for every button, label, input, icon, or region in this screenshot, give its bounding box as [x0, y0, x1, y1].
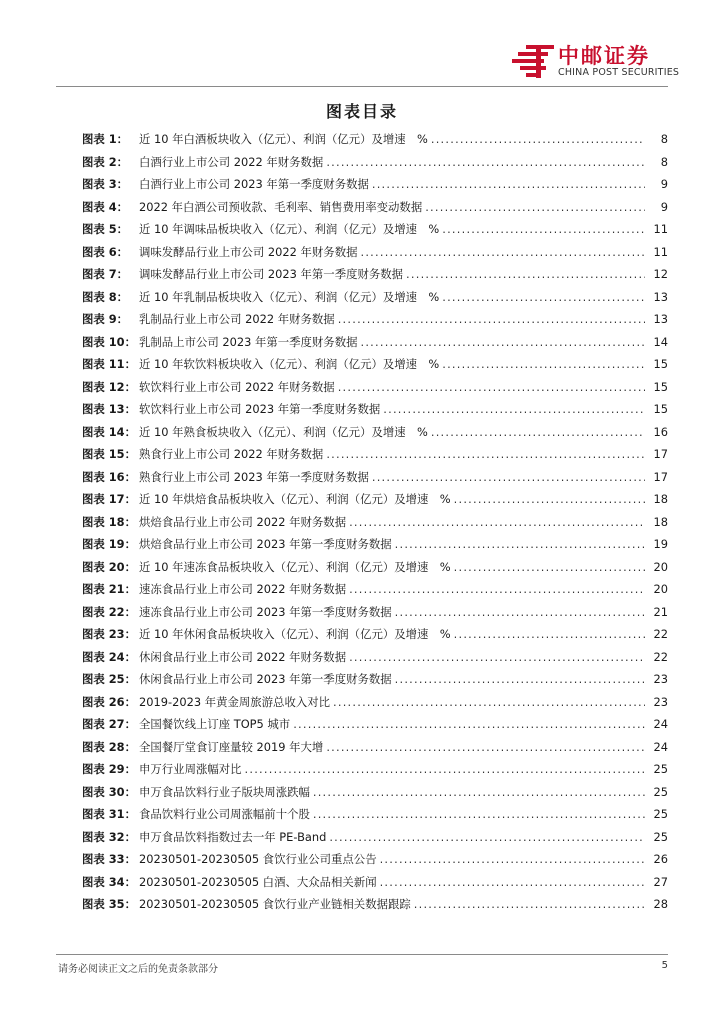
toc-entry-page[interactable]: 25: [653, 829, 668, 844]
china-post-logo-icon: [512, 44, 556, 78]
toc-entry-label: 图表 21：: [82, 582, 136, 597]
toc-entry-title[interactable]: 调味发酵品行业上市公司 2022 年财务数据: [139, 244, 358, 259]
toc-entry-label: 图表 8：: [82, 289, 129, 304]
toc-entry-title[interactable]: 食品饮料行业公司周涨幅前十个股: [139, 807, 310, 822]
toc-leader-dots: [338, 380, 645, 394]
toc-entry-page[interactable]: 14: [653, 334, 668, 349]
toc-leader-dots: [349, 515, 645, 529]
toc-entry-page[interactable]: 23: [653, 672, 668, 687]
toc-leader-dots: [395, 605, 645, 619]
toc-entry-label: 图表 9：: [82, 312, 129, 327]
toc-entry[interactable]: [82, 736, 668, 759]
toc-leader-dots: [454, 627, 645, 641]
toc-entry[interactable]: [82, 893, 668, 916]
toc-leader-dots: [313, 785, 645, 799]
toc-entry-label: 图表 15：: [82, 447, 136, 462]
toc-leader-dots: [414, 897, 645, 911]
toc-entry-page[interactable]: 18: [653, 514, 668, 529]
toc-entry-page[interactable]: 11: [653, 222, 668, 237]
toc-leader-dots: [380, 852, 645, 866]
toc-entry[interactable]: [82, 286, 668, 309]
toc-entry-page[interactable]: 20: [653, 559, 668, 574]
toc-entry-page[interactable]: 16: [653, 424, 668, 439]
toc-entry-title[interactable]: 速冻食品行业上市公司 2022 年财务数据: [139, 582, 347, 597]
toc-entry-label: 图表 35：: [82, 897, 136, 912]
toc-entry-page[interactable]: 17: [653, 447, 668, 462]
toc-entry-label: 图表 4：: [82, 199, 129, 214]
toc-entry[interactable]: [82, 263, 668, 286]
toc-entry-page[interactable]: 28: [653, 897, 668, 912]
toc-entry-title[interactable]: 近 10 年熟食板块收入（亿元）、利润（亿元）及增速 %: [139, 424, 428, 439]
toc-leader-dots: [349, 650, 645, 664]
toc-leader-dots: [326, 155, 645, 169]
toc-leader-dots: [329, 830, 645, 844]
toc-leader-dots: [425, 200, 645, 214]
toc-entry-title[interactable]: 白酒行业上市公司 2023 年第一季度财务数据: [139, 177, 369, 192]
toc-entry-page[interactable]: 24: [653, 739, 668, 754]
toc-entry[interactable]: [82, 826, 668, 849]
toc-entry-label: 图表 2：: [82, 154, 129, 169]
toc-entry-title[interactable]: 申万食品饮料行业子版块周涨跌幅: [139, 784, 310, 799]
toc-entry-label: 图表 24：: [82, 649, 136, 664]
toc-entry-title[interactable]: 软饮料行业上市公司 2022 年财务数据: [139, 379, 335, 394]
toc-leader-dots: [406, 267, 645, 281]
toc-entry[interactable]: [82, 241, 668, 264]
toc-entry[interactable]: [82, 556, 668, 579]
toc-leader-dots: [360, 245, 645, 259]
footer-divider: [56, 954, 668, 955]
toc-entry-page[interactable]: 15: [653, 379, 668, 394]
toc-entry[interactable]: [82, 488, 668, 511]
toc-entry-page[interactable]: 27: [653, 874, 668, 889]
toc-entry[interactable]: [82, 173, 668, 196]
toc-entry-label: 图表 14：: [82, 424, 136, 439]
toc-leader-dots: [293, 717, 645, 731]
toc-entry-title[interactable]: 全国餐饮线上订座 TOP5 城市: [139, 717, 291, 732]
toc-entry-page[interactable]: 13: [653, 312, 668, 327]
toc-leader-dots: [372, 470, 645, 484]
toc-entry-title[interactable]: 近 10 年白酒板块收入（亿元）、利润（亿元）及增速 %: [139, 132, 428, 147]
toc-entry-label: 图表 25：: [82, 672, 136, 687]
toc-entry-page[interactable]: 22: [653, 649, 668, 664]
toc-leader-dots: [431, 425, 645, 439]
toc-leader-dots: [326, 447, 645, 461]
toc-entry-page[interactable]: 13: [653, 289, 668, 304]
toc-entry-page[interactable]: 23: [653, 694, 668, 709]
toc-leader-dots: [395, 672, 645, 686]
toc-entry[interactable]: [82, 713, 668, 736]
toc-leader-dots: [360, 335, 645, 349]
toc-entry[interactable]: [82, 331, 668, 354]
toc-entry-label: 图表 23：: [82, 627, 136, 642]
toc-entry[interactable]: [82, 601, 668, 624]
toc-title: 图表目录: [325, 102, 398, 121]
footer-disclaimer: 请务必阅读正文之后的免责条款部分: [58, 964, 218, 975]
toc-entry-title[interactable]: 休闲食品行业上市公司 2022 年财务数据: [139, 649, 347, 664]
toc-entry[interactable]: [82, 803, 668, 826]
toc-entry-page[interactable]: 8: [660, 132, 668, 147]
toc-entry-page[interactable]: 20: [653, 582, 668, 597]
toc-entry-label: 图表 30：: [82, 784, 136, 799]
toc-entry-title[interactable]: 近 10 年速冻食品板块收入（亿元）、利润（亿元）及增速 %: [139, 559, 451, 574]
toc-entry[interactable]: [82, 218, 668, 241]
toc-entry-title[interactable]: 近 10 年调味品板块收入（亿元）、利润（亿元）及增速 %: [139, 222, 440, 237]
toc-entry-title[interactable]: 20230501-20230505 食饮行业产业链相关数据跟踪: [139, 897, 411, 912]
toc-leader-dots: [349, 582, 645, 596]
toc-entry[interactable]: [82, 646, 668, 669]
toc-entry[interactable]: [82, 151, 668, 174]
toc-entry-title[interactable]: 速冻食品行业上市公司 2023 年第一季度财务数据: [139, 604, 392, 619]
page-header: [0, 0, 724, 90]
toc-entry-title[interactable]: 2022 年白酒公司预收款、毛利率、销售费用率变动数据: [139, 199, 423, 214]
toc-entry-label: 图表 3：: [82, 177, 129, 192]
toc-entry-title[interactable]: 熟食行业上市公司 2022 年财务数据: [139, 447, 324, 462]
toc-entry-label: 图表 5：: [82, 222, 129, 237]
toc-entry-title[interactable]: 白酒行业上市公司 2022 年财务数据: [139, 154, 324, 169]
page-number: 5: [661, 960, 668, 971]
toc-entry-label: 图表 1：: [82, 132, 129, 147]
toc-leader-dots: [372, 177, 645, 191]
toc-leader-dots: [383, 402, 645, 416]
toc-entry-title[interactable]: 近 10 年烘焙食品板块收入（亿元）、利润（亿元）及增速 %: [139, 492, 451, 507]
toc-leader-dots: [442, 357, 645, 371]
toc-entry[interactable]: [82, 421, 668, 444]
toc-entry-label: 图表 28：: [82, 739, 136, 754]
toc-entry-page[interactable]: 21: [653, 604, 668, 619]
toc-entry-title[interactable]: 申万食品饮料指数过去一年 PE-Band: [139, 829, 327, 844]
toc-entry-title[interactable]: 2019-2023 年黄金周旅游总收入对比: [139, 694, 331, 709]
toc-entry[interactable]: [82, 758, 668, 781]
toc-entry[interactable]: [82, 578, 668, 601]
toc-entry[interactable]: [82, 511, 668, 534]
toc-leader-dots: [313, 807, 645, 821]
toc-entry-title[interactable]: 烘焙食品行业上市公司 2022 年财务数据: [139, 514, 347, 529]
toc-entry[interactable]: [82, 128, 668, 151]
toc-entry-title[interactable]: 全国餐厅堂食订座量较 2019 年大增: [139, 739, 324, 754]
toc-leader-dots: [245, 762, 645, 776]
toc-leader-dots: [338, 312, 645, 326]
toc-entry-page[interactable]: 26: [653, 852, 668, 867]
toc-entry-label: 图表 17：: [82, 492, 136, 507]
toc-entry-page[interactable]: 17: [653, 469, 668, 484]
toc-entry-label: 图表 19：: [82, 537, 136, 552]
toc-entry-page[interactable]: 25: [653, 762, 668, 777]
toc-entry-title[interactable]: 申万行业周涨幅对比: [139, 762, 242, 777]
toc-entry-page[interactable]: 19: [653, 537, 668, 552]
toc-entry[interactable]: [82, 398, 668, 421]
toc-entry-title[interactable]: 软饮料行业上市公司 2023 年第一季度财务数据: [139, 402, 381, 417]
toc-entry-page[interactable]: 11: [653, 244, 668, 259]
toc-entry-label: 图表 26：: [82, 694, 136, 709]
toc-entry-label: 图表 13：: [82, 402, 136, 417]
toc-entry-page[interactable]: 15: [653, 357, 668, 372]
toc-entry-label: 图表 16：: [82, 469, 136, 484]
toc-entry-label: 图表 31：: [82, 807, 136, 822]
toc-entry[interactable]: [82, 308, 668, 331]
toc-entry-label: 图表 22：: [82, 604, 136, 619]
toc-entry-label: 图表 32：: [82, 829, 136, 844]
toc-entry-page[interactable]: 9: [660, 199, 668, 214]
toc-entry[interactable]: [82, 848, 668, 871]
toc-entry-title[interactable]: 乳制品上市公司 2023 年第一季度财务数据: [139, 334, 358, 349]
toc-entry[interactable]: [82, 668, 668, 691]
toc-leader-dots: [431, 132, 645, 146]
toc-entry-label: 图表 12：: [82, 379, 136, 394]
toc-leader-dots: [442, 222, 645, 236]
brand-name-cn: 中邮证券: [558, 44, 650, 68]
toc-entry-title[interactable]: 休闲食品行业上市公司 2023 年第一季度财务数据: [139, 672, 392, 687]
toc-entry-title[interactable]: 20230501-20230505 食饮行业公司重点公告: [139, 852, 377, 867]
toc-entry-page[interactable]: 25: [653, 784, 668, 799]
toc-entry-label: 图表 10：: [82, 334, 136, 349]
toc-entry-label: 图表 20：: [82, 559, 136, 574]
toc-entry-title[interactable]: 乳制品行业上市公司 2022 年财务数据: [139, 312, 335, 327]
toc-entry-page[interactable]: 18: [653, 492, 668, 507]
toc-entry-label: 图表 34：: [82, 874, 136, 889]
toc-entry-label: 图表 33：: [82, 852, 136, 867]
toc-leader-dots: [326, 740, 645, 754]
toc-entry[interactable]: [82, 353, 668, 376]
toc-entry[interactable]: [82, 196, 668, 219]
toc-leader-dots: [395, 537, 645, 551]
toc-entry[interactable]: [82, 691, 668, 714]
toc-entry[interactable]: [82, 466, 668, 489]
toc-entry[interactable]: [82, 443, 668, 466]
toc-entry[interactable]: [82, 376, 668, 399]
toc-entry-label: 图表 18：: [82, 514, 136, 529]
toc-list: [82, 128, 668, 916]
toc-entry[interactable]: [82, 623, 668, 646]
toc-entry-page[interactable]: 25: [653, 807, 668, 822]
toc-entry-page[interactable]: 15: [653, 402, 668, 417]
toc-entry-title[interactable]: 近 10 年休闲食品板块收入（亿元）、利润（亿元）及增速 %: [139, 627, 451, 642]
toc-leader-dots: [442, 290, 645, 304]
toc-entry-label: 图表 6：: [82, 244, 129, 259]
toc-entry-title[interactable]: 近 10 年软饮料板块收入（亿元）、利润（亿元）及增速 %: [139, 357, 440, 372]
toc-entry-page[interactable]: 8: [660, 154, 668, 169]
toc-entry-title[interactable]: 20230501-20230505 白酒、大众品相关新闻: [139, 874, 377, 889]
toc-leader-dots: [333, 695, 645, 709]
toc-entry-page[interactable]: 9: [660, 177, 668, 192]
toc-entry[interactable]: [82, 533, 668, 556]
brand-name-en: CHINA POST SECURITIES: [558, 67, 680, 78]
toc-entry-title[interactable]: 熟食行业上市公司 2023 年第一季度财务数据: [139, 469, 369, 484]
toc-entry-label: 图表 7：: [82, 267, 129, 282]
toc-entry-title[interactable]: 烘焙食品行业上市公司 2023 年第一季度财务数据: [139, 537, 392, 552]
toc-entry[interactable]: [82, 871, 668, 894]
toc-entry-title[interactable]: 近 10 年乳制品板块收入（亿元）、利润（亿元）及增速 %: [139, 289, 440, 304]
toc-entry[interactable]: [82, 781, 668, 804]
toc-leader-dots: [454, 492, 645, 506]
toc-entry-title[interactable]: 调味发酵品行业上市公司 2023 年第一季度财务数据: [139, 267, 404, 282]
toc-entry-label: 图表 27：: [82, 717, 136, 732]
toc-leader-dots: [454, 560, 645, 574]
toc-entry-label: 图表 11：: [82, 357, 136, 372]
toc-entry-label: 图表 29：: [82, 762, 136, 777]
toc-entry-page[interactable]: 22: [653, 627, 668, 642]
toc-entry-page[interactable]: 24: [653, 717, 668, 732]
toc-leader-dots: [380, 875, 645, 889]
header-divider: [56, 86, 668, 87]
toc-entry-page[interactable]: 12: [653, 267, 668, 282]
